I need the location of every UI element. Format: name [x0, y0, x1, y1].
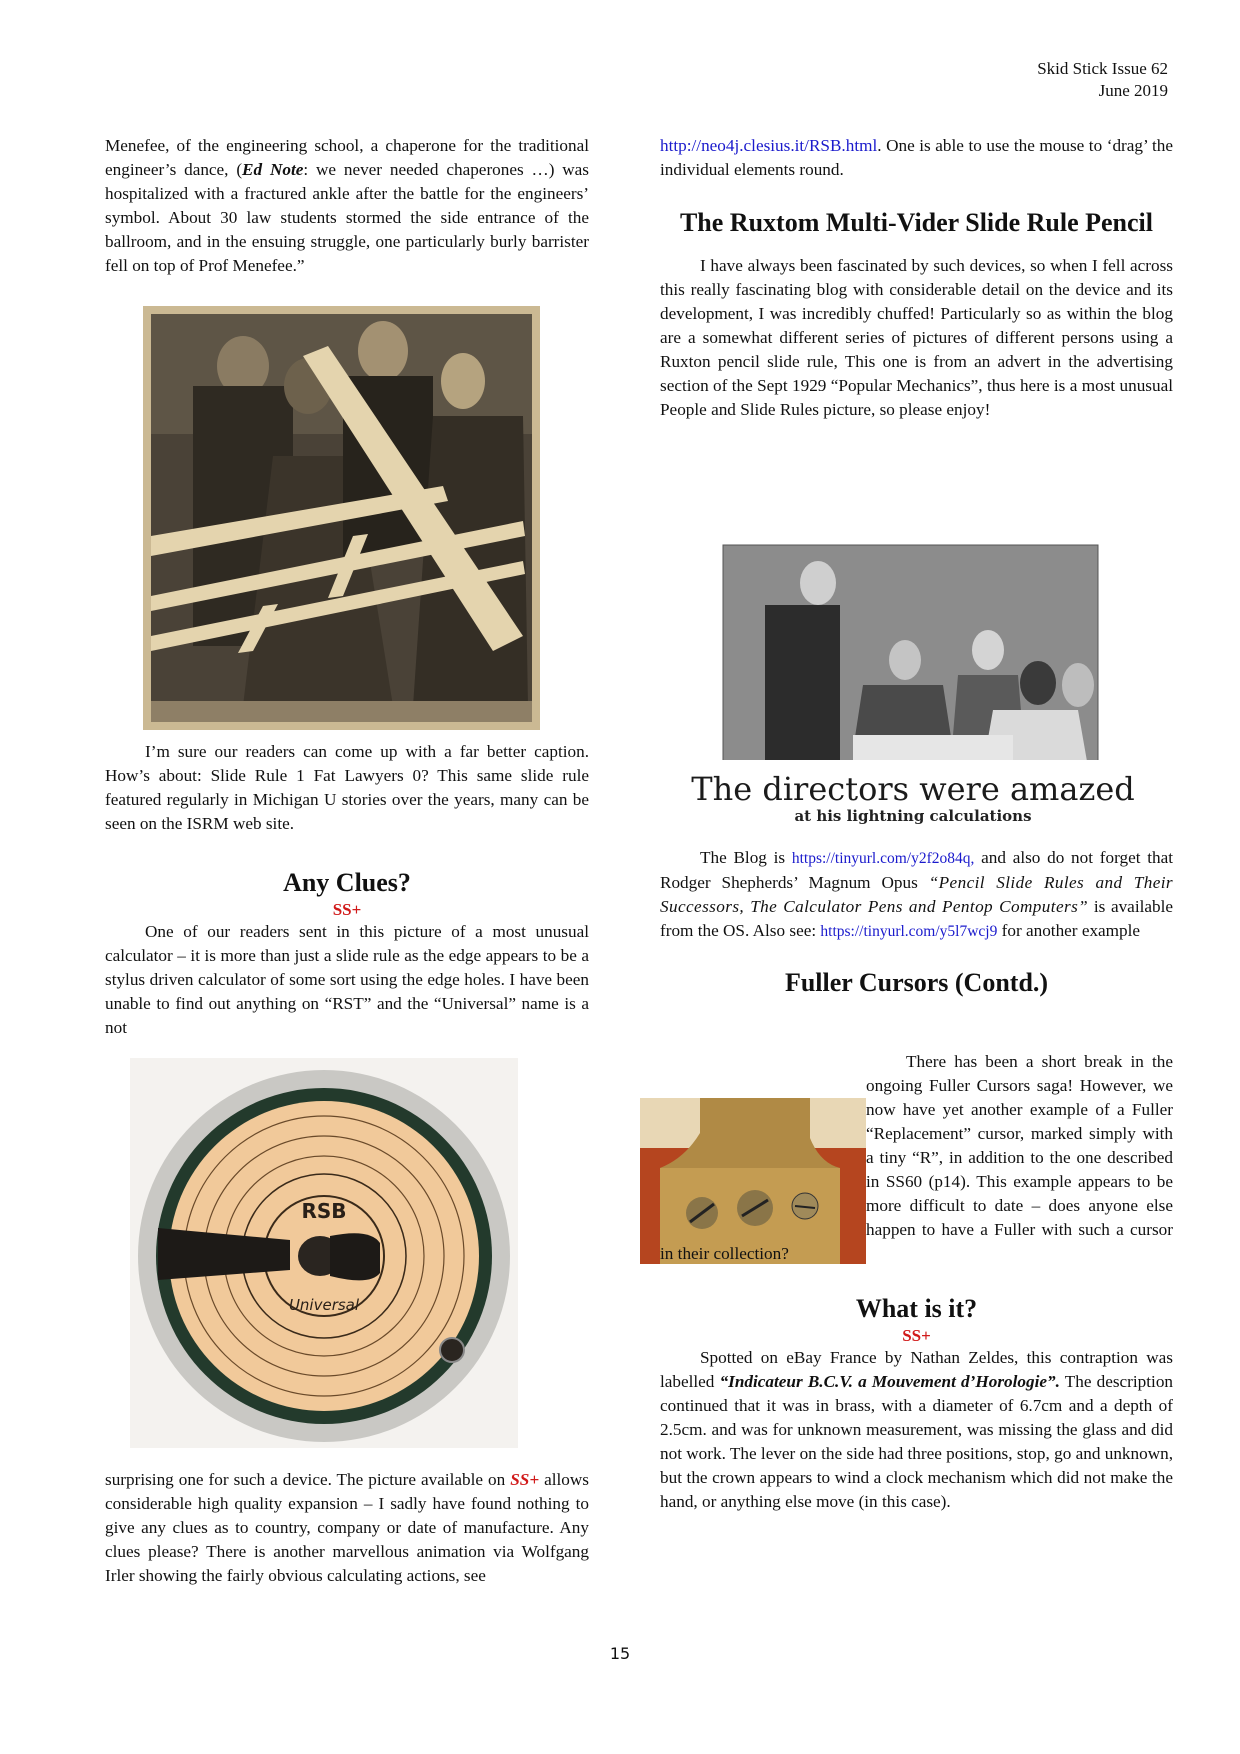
- page-header: [1037, 58, 1168, 102]
- blog-link[interactable]: https://tinyurl.com/y2f2o84q,: [791, 850, 975, 867]
- fuller-paragraph: [660, 1050, 1173, 1266]
- item-label: “Indicateur B.C.V. a Mouvement d’Horologie”.: [719, 1372, 1060, 1391]
- fuller-text-block: [660, 1050, 1173, 1514]
- any-clues-continued: [105, 1468, 589, 1588]
- text-run: There has been a short break in the ongoing Fuller Cursors saga! However, we now have yet another example of a Fuller “Replacement” cursor, marked simply with a tiny “R”, in addition to the one described in SS60 (p14). This example appears to be more difficult to date – does anyone else happen to have a Fuller with such a cursor in their collection?: [660, 1052, 1173, 1263]
- what-is-it-paragraph: [660, 1346, 1173, 1514]
- any-clues-paragraph: One of our readers sent in this picture of a most unusual calculator – it is more than just a slide rule as the edge appears to be a stylus driven calculator of some sort using the edge holes. I have been unable to find out anything on “RST” and the “Universal” name is a not: [105, 922, 589, 1037]
- advert-photo-drawing: [683, 535, 1143, 760]
- advert-subcaption: at his lightning calculations: [794, 807, 1032, 825]
- float-spacer: [640, 1074, 866, 1238]
- left-column-3: [105, 1468, 589, 1588]
- blog-paragraph: [660, 846, 1173, 944]
- text-run: allows considerable high quality expansion – I sadly have found nothing to give any clues as to country, company or date of manufacture. Any clues please? There is another marvellous animation via Wolfgang Irler showing the fairly obvious calculating actions, see: [105, 1470, 589, 1585]
- caption-paragraph: I’m sure our readers can come up with a far better caption. How’s about: Slide Rule 1 Fat Lawyers 0? This same slide rule featured regularly in Michigan U stories over the years, many can be seen on the ISRM web site.: [105, 742, 589, 833]
- text-run: : we never needed chaperones …) was hospitalized with a fractured ankle after the battle for the engineers’ symbol. About 30 law students stormed the side entrance of the ballroom, and in the ensuing struggle, one particularly burly barrister fell on top of Prof Menefee.”: [105, 160, 589, 275]
- publication-title: Skid Stick Issue 62: [1037, 59, 1168, 78]
- ss-plus-tag-2: SS+: [902, 1326, 931, 1345]
- rsb-animation-link[interactable]: http://neo4j.clesius.it/RSB.html: [660, 136, 878, 155]
- left-column: [105, 134, 589, 278]
- rsb-link-paragraph: [660, 134, 1173, 182]
- text-run: Menefee, of the engineering school, a chaperone for the traditional engineer’s dance, (: [105, 136, 589, 179]
- left-column-2: [105, 740, 589, 1040]
- text-run: The description continued that it was in brass, with a diameter of 6.7cm and a depth of 2.5cm. and was for unknown measurement, was missing the glass and did not work. The lever on the side had three positions, stop, go and unknown, but the crown appears to wind a clock mechanism which did not make the hand, or anything else move (in this case).: [660, 1372, 1174, 1511]
- publication-date: June 2019: [1098, 81, 1168, 100]
- rsb-universal-calculator-photo: [130, 1058, 518, 1448]
- fuller-heading: Fuller Cursors (Contd.): [784, 968, 1049, 997]
- text-run: . One is able to use the mouse to ‘drag’ the individual elements round.: [660, 136, 1173, 179]
- book-title: “Pencil Slide Rules and Their Successors, The Calculator Pens and Pentop Computers”: [660, 873, 1174, 916]
- dance-photo-drawing: [143, 306, 540, 730]
- ruxtom-heading: The Ruxtom Multi-Vider Slide Rule Pencil: [679, 208, 1154, 237]
- text-run: is available from the OS. Also see:: [660, 897, 1173, 940]
- text-run: and also do not forget that Rodger Shepherds’ Magnum Opus: [660, 848, 1173, 892]
- dance-slide-rule-photo: [143, 306, 540, 730]
- menefee-paragraph: [105, 134, 589, 278]
- page-number: 15: [609, 1644, 631, 1663]
- ed-note: Ed Note: [242, 160, 304, 179]
- text-run: for another example: [997, 921, 1141, 940]
- disc-brand-label: RSB: [301, 1199, 347, 1223]
- ruxton-advert-image: [683, 535, 1143, 835]
- disc-calculator-drawing: [130, 1058, 518, 1448]
- what-is-it-heading: What is it?: [855, 1294, 978, 1323]
- text-run: The Blog is: [700, 848, 792, 867]
- ss-plus-tag: SS+: [332, 900, 362, 919]
- example-link[interactable]: https://tinyurl.com/y5l7wcj9: [820, 923, 998, 940]
- disc-model-label: Universal: [288, 1296, 360, 1314]
- ruxtom-paragraph: I have always been fascinated by such devices, so when I fell across this really fascinating blog with considerable detail on the device and its development, I was incredibly chuffed! Particularly so as within the blog are a somewhat different series of pictures of different persons using a Ruxton pencil slide rule, This one is from an advert in the advertising section of the Sept 1929 “Popular Mechanics”, thus here is a most unusual People and Slide Rules picture, so please enjoy!: [660, 256, 1173, 419]
- any-clues-heading: Any Clues?: [283, 868, 411, 897]
- ss-plus-inline: SS+: [510, 1470, 540, 1489]
- right-column: [660, 134, 1173, 422]
- right-column-2: [660, 846, 1173, 1000]
- text-run: surprising one for such a device. The picture available on: [105, 1470, 511, 1489]
- text-run: Spotted on eBay France by Nathan Zeldes, this contraption was labelled: [660, 1348, 1173, 1391]
- advert-caption: The directors were amazed: [691, 770, 1135, 808]
